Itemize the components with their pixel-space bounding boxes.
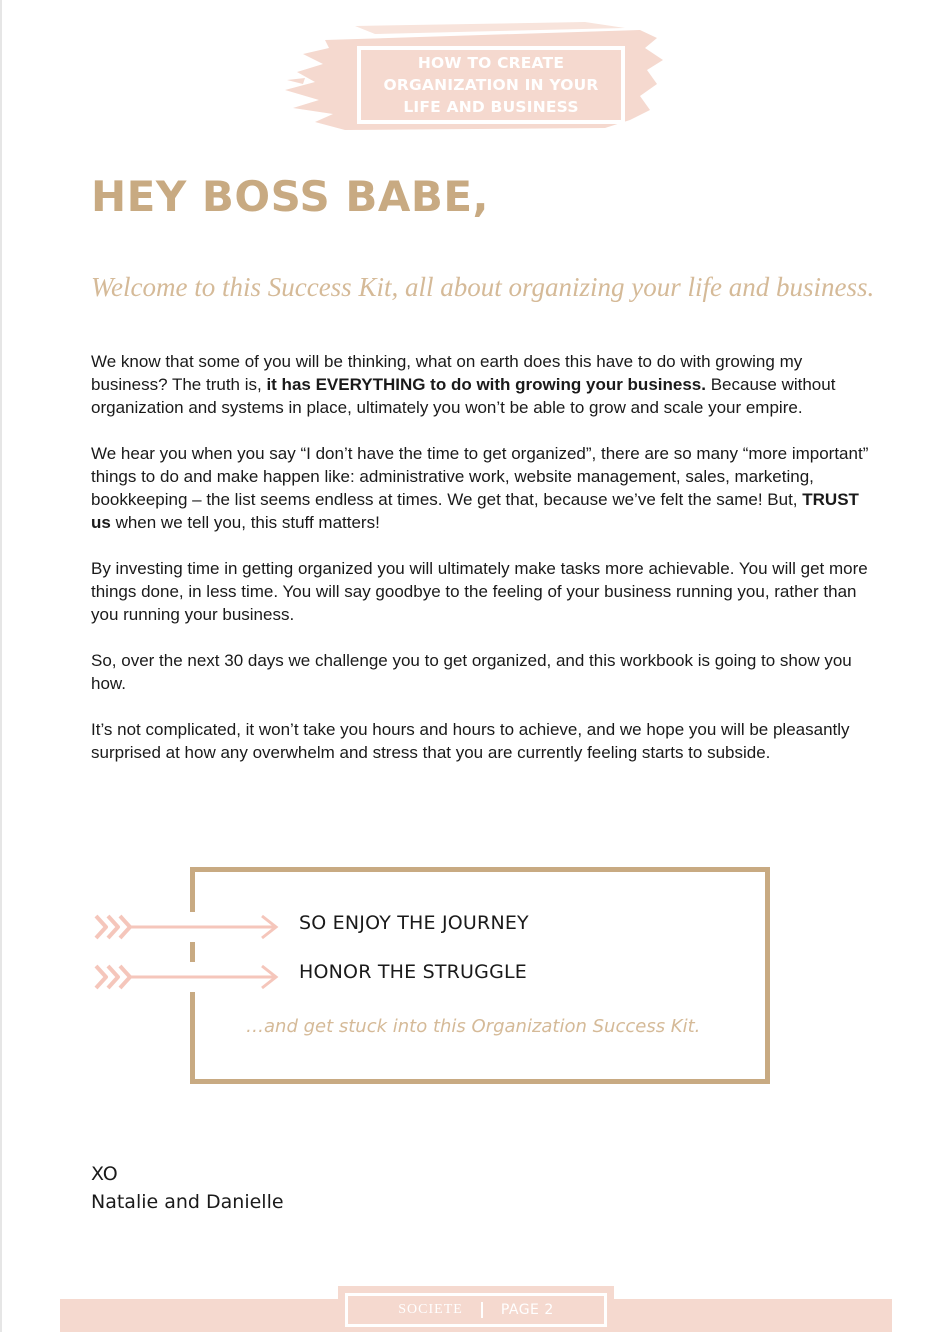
paragraph-4: So, over the next 30 days we challenge you to get organized, and this workbook is going to show you how. (91, 651, 852, 693)
paragraph-1-bold: it has EVERYTHING to do with growing your business. (266, 375, 706, 394)
signoff (91, 1160, 284, 1216)
paragraph-1-text-a: We know that some of you will be thinking, what on earth does this have to do with growing my business? The truth is, (91, 352, 803, 394)
paragraph-1 (91, 350, 881, 419)
page-subtitle: Welcome to this Success Kit, all about organizing your life and business. (91, 272, 875, 302)
paragraph-3: By investing time in getting organized you will ultimately make tasks more achievable. You will get more things done, in less time. You will say goodbye to the feeling of your business running you, rather than you running your business. (91, 559, 868, 624)
header-title-box (357, 46, 625, 124)
header-line-1: HOW TO CREATE (417, 54, 565, 72)
header-line-3: LIFE AND BUSINESS (403, 98, 579, 116)
paragraph-5: It’s not complicated, it won’t take you hours and hours to achieve, and we hope you will be pleasantly surprised at how any overwhelm and stress that you are currently feeling starts to subside. (91, 720, 850, 762)
page-edge (0, 0, 2, 1332)
callout-line-journey: SO ENJOY THE JOURNEY (299, 912, 529, 934)
body-text (91, 350, 881, 787)
paragraph-1-text-c: Because without organization and systems in place, ultimately you won’t be able to grow and scale your empire. (91, 375, 836, 417)
page-number: PAGE 2 (500, 1302, 554, 1318)
paragraph-2-text-c: when we tell you, this stuff matters! (110, 513, 380, 532)
footer-divider (481, 1302, 483, 1318)
header-line-2: ORGANIZATION IN YOUR (383, 76, 599, 94)
footer-brand: SOCIETE (398, 1302, 463, 1317)
footer-label (345, 1293, 607, 1327)
arrow-icon (92, 960, 287, 994)
arrow-icon (92, 910, 287, 944)
paragraph-2 (91, 442, 881, 534)
signoff-names: Natalie and Danielle (91, 1191, 284, 1213)
signoff-xo: XO (91, 1163, 118, 1185)
callout-line-struggle: HONOR THE STRUGGLE (299, 961, 528, 983)
paragraph-2-bold: TRUST us (91, 490, 859, 532)
paragraph-2-text-a: We hear you when you say “I don’t have the time to get organized”, there are so many “more important” things to do and make happen like: administrative work, website management, sales, marketing, bookkeeping – the list seems endless at times. We get that, because we’ve felt the same! But, (91, 444, 869, 509)
callout-note: …and get stuck into this Organization Success Kit. (246, 1016, 701, 1037)
page-title: HEY BOSS BABE, (91, 172, 490, 221)
